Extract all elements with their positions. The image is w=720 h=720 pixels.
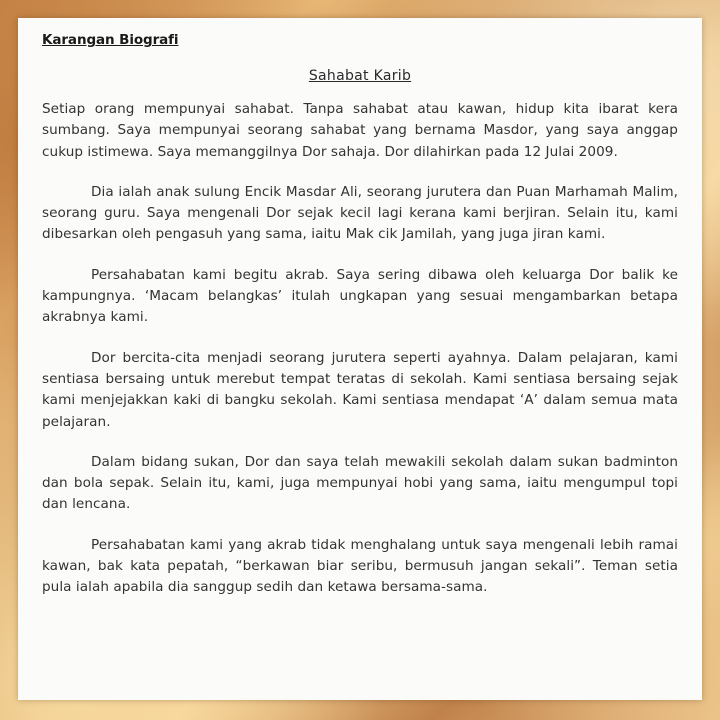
document-page [18,18,702,700]
paragraph-studies: Dor bercita-cita menjadi seorang jurutera seperti ayahnya. Dalam pelajaran, kami sentiasa bersaing untuk merebut tempat teratas di sekolah. Kami sentiasa bersaing sejak kami menjejakkan kaki di bangku sekolah. Kami sentiasa mendapat ‘A’ dalam semua mata pelajaran. [42,349,678,430]
paragraph-conclusion: Persahabatan kami yang akrab tidak menghalang untuk saya mengenali lebih ramai kawan, bak kata pepatah, “berkawan biar seribu, bermusuh jangan sekali”. Teman setia pula ialah apabila dia sanggup sedih dan ketawa bersama-sama. [42,536,678,596]
paragraph-friendship: Persahabatan kami begitu akrab. Saya sering dibawa oleh keluarga Dor balik ke kampungnya. ‘Macam belangkas’ itulah ungkapan yang sesuai mengambarkan betapa akrabnya kami. [42,266,678,326]
document-type-label: Karangan Biografi [42,32,179,48]
paragraph-intro: Setiap orang mempunyai sahabat. Tanpa sahabat atau kawan, hidup kita ibarat kera sumbang. Saya mempunyai seorang sahabat yang bernama Masdor, yang saya anggap cukup istimewa. Saya memanggilnya Dor sahaja. Dor dilahirkan pada 12 Julai 2009. [42,101,678,160]
paragraph-sports: Dalam bidang sukan, Dor dan saya telah mewakili sekolah dalam sukan badminton dan bola sepak. Selain itu, kami, juga mempunyai hobi yang sama, iaitu mengumpul topi dan lencana. [42,453,678,513]
paragraph-family: Dia ialah anak sulung Encik Masdar Ali, seorang jurutera dan Puan Marhamah Malim, seorang guru. Saya mengenali Dor sejak kecil lagi kerana kami berjiran. Selain itu, kami dibesarkan oleh pengasuh yang sama, iaitu Mak cik Jamilah, yang juga jiran kami. [42,183,678,243]
essay-title: Sahabat Karib [308,68,412,84]
